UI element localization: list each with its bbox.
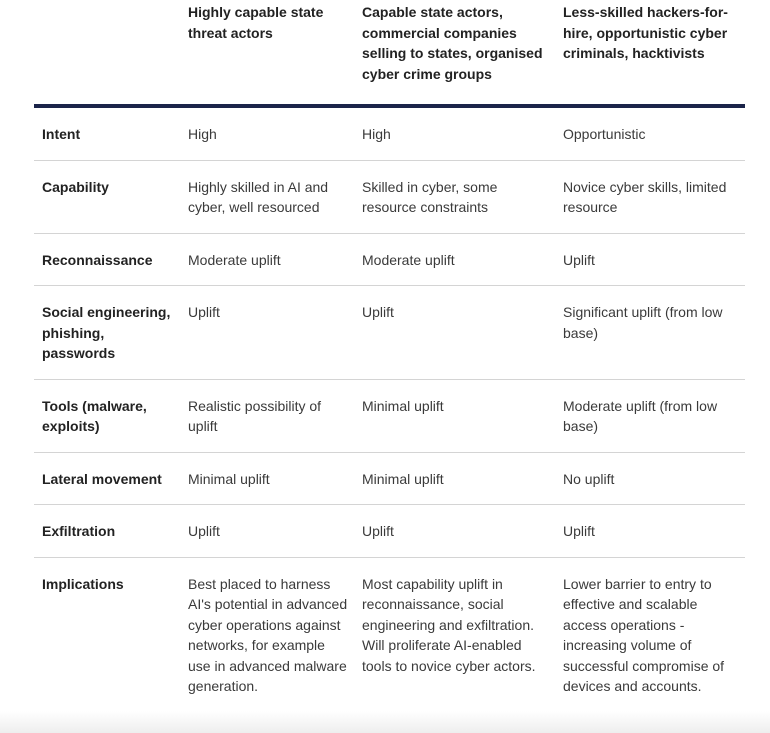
table-cell: Realistic possibility of uplift	[188, 397, 322, 434]
table-cell: Significant uplift (from low base)	[563, 304, 723, 341]
table-row	[34, 106, 745, 160]
row-label: Exfiltration	[42, 523, 116, 539]
header-empty	[34, 0, 180, 106]
table-cell: Opportunistic	[563, 126, 646, 142]
row-label: Tools (malware, exploits)	[42, 397, 147, 434]
row-label: Intent	[42, 126, 81, 142]
header-row	[34, 0, 745, 106]
table-cell: Moderate uplift	[362, 251, 455, 268]
table-row	[34, 505, 745, 558]
table-cell: High	[362, 126, 391, 142]
table-cell: Uplift	[188, 523, 220, 539]
header-less-skilled: Less-skilled hackers-for-hire, opportunistic cyber criminals, hacktivists	[563, 4, 728, 61]
table-cell: Skilled in cyber, some resource constraints	[362, 178, 498, 215]
threat-actor-table	[34, 0, 745, 712]
table-row	[34, 233, 745, 286]
table-row	[34, 160, 745, 233]
table-cell: Novice cyber skills, limited resource	[563, 178, 727, 215]
row-label: Capability	[42, 178, 109, 195]
row-label: Implications	[42, 575, 124, 592]
header-capable: Capable state actors, commercial companies selling to states, organised cyber crime groups	[362, 4, 543, 82]
table-cell: Lower barrier to entry to effective and scalable access operations - increasing volume of successful compromise of devices and accounts.	[563, 575, 725, 694]
row-label: Social engineering, phishing, passwords	[42, 304, 171, 361]
table-cell: Uplift	[362, 304, 394, 320]
table-cell: Highly skilled in AI and cyber, well resourced	[188, 178, 329, 215]
table-cell: Minimal uplift	[362, 470, 444, 487]
table-cell: High	[188, 126, 217, 142]
table-cell: Uplift	[362, 523, 394, 539]
table-cell: Uplift	[188, 304, 220, 320]
table-cell: No uplift	[563, 470, 615, 487]
table-cell: Moderate uplift (from low base)	[563, 397, 718, 434]
row-label: Reconnaissance	[42, 251, 153, 268]
table-row	[34, 379, 745, 452]
table-row	[34, 557, 745, 712]
table-cell: Best placed to harness AI's potential in advanced cyber operations against networks, for example use in advanced malware generation.	[188, 575, 348, 694]
table-cell: Uplift	[563, 523, 595, 539]
table-cell: Minimal uplift	[188, 470, 270, 487]
header-highly-capable: Highly capable state threat actors	[188, 4, 324, 41]
table-row	[34, 452, 745, 505]
table-cell: Most capability uplift in reconnaissance, social engineering and exfiltration. Will proliferate AI-enabled tools to novice cyber actors.	[362, 575, 536, 674]
table-cell: Uplift	[563, 251, 595, 268]
table-row	[34, 286, 745, 380]
table-cell: Minimal uplift	[362, 397, 444, 414]
bottom-fade	[0, 711, 770, 733]
row-label: Lateral movement	[42, 470, 162, 487]
table-cell: Moderate uplift	[188, 251, 281, 268]
